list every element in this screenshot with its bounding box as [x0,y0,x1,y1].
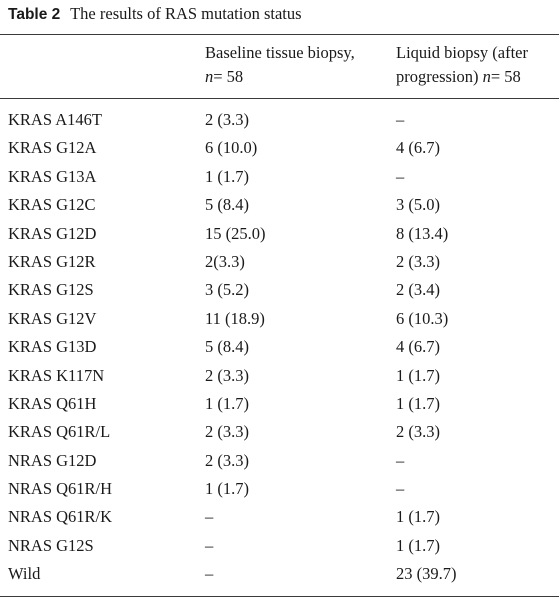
baseline-cell: – [205,507,214,527]
liquid-cell: 1 (1.7) [396,507,440,527]
baseline-cell: 2 (3.3) [205,365,249,385]
table-body [0,106,559,589]
mutation-cell: NRAS Q61R/H [8,479,113,499]
table-label: Table 2 [8,6,61,23]
mutation-cell: KRAS Q61H [8,393,97,413]
liquid-cell: 1 (1.7) [396,535,440,555]
table-row [0,503,559,531]
table-row [0,362,559,390]
mutation-cell: KRAS G12V [8,308,97,328]
table-row [0,418,559,446]
table-caption [8,4,302,24]
baseline-cell: – [205,535,214,555]
table-row [0,475,559,503]
liquid-cell: 4 (6.7) [396,138,440,158]
table-row [0,560,559,588]
baseline-n-value: = 58 [213,67,244,86]
column-header-baseline [205,41,355,89]
liquid-cell: 4 (6.7) [396,337,440,357]
table-row [0,390,559,418]
baseline-cell: 15 (25.0) [205,223,266,243]
baseline-cell: 6 (10.0) [205,138,258,158]
column-header-liquid-line1: Liquid biopsy (after [396,43,528,62]
liquid-n-value: = 58 [490,67,521,86]
baseline-cell: 1 (1.7) [205,393,249,413]
baseline-cell: 2 (3.3) [205,422,249,442]
mutation-cell: KRAS G12D [8,223,97,243]
liquid-cell: – [396,479,405,499]
liquid-cell: 2 (3.3) [396,422,440,442]
top-rule [0,34,559,35]
mutation-cell: KRAS G13A [8,166,97,186]
mutation-cell: KRAS A146T [8,110,102,129]
baseline-cell: – [205,564,214,584]
liquid-n-symbol: n [482,67,491,86]
table-row [0,163,559,191]
liquid-cell: 1 (1.7) [396,393,440,413]
mutation-cell: KRAS G12C [8,195,96,215]
baseline-cell: 5 (8.4) [205,337,249,357]
baseline-cell: 3 (5.2) [205,280,249,300]
liquid-cell: – [396,110,405,129]
mutation-cell: KRAS G12R [8,251,96,271]
bottom-rule [0,596,559,597]
table-row [0,333,559,361]
baseline-cell: 2 (3.3) [205,110,249,129]
table-row [0,191,559,219]
mutation-cell: KRAS K117N [8,365,105,385]
baseline-cell: 5 (8.4) [205,195,249,215]
baseline-cell: 2(3.3) [205,251,245,271]
mutation-cell: NRAS G12D [8,450,97,470]
table-title: The results of RAS mutation status [70,4,302,23]
table-row [0,220,559,248]
baseline-cell: 11 (18.9) [205,308,265,328]
mutation-cell: KRAS G13D [8,337,97,357]
table-row [0,248,559,276]
liquid-cell: 23 (39.7) [396,564,457,584]
table-row [0,276,559,304]
table-row [0,134,559,162]
mutation-cell: NRAS G12S [8,535,94,555]
baseline-n-symbol: n [205,67,214,86]
liquid-cell: 2 (3.3) [396,251,440,271]
column-header-baseline-line2 [205,65,355,89]
mutation-cell: KRAS G12S [8,280,94,300]
liquid-cell: 2 (3.4) [396,280,440,300]
table-row [0,447,559,475]
mutation-cell: Wild [8,564,41,584]
liquid-cell: 1 (1.7) [396,365,440,385]
baseline-cell: 1 (1.7) [205,166,249,186]
mutation-cell: NRAS Q61R/K [8,507,113,527]
liquid-prefix: progression) [396,67,479,86]
mutation-cell: KRAS Q61R/L [8,422,111,442]
liquid-cell: – [396,450,405,470]
mutation-cell: KRAS G12A [8,138,97,158]
liquid-cell: 8 (13.4) [396,223,449,243]
table-row [0,532,559,560]
table-row [0,106,559,134]
liquid-cell: – [396,166,405,186]
liquid-cell: 6 (10.3) [396,308,449,328]
column-header-liquid [396,41,528,89]
baseline-cell: 2 (3.3) [205,450,249,470]
table-row [0,305,559,333]
column-header-liquid-line2 [396,65,528,89]
header-rule [0,98,559,99]
liquid-cell: 3 (5.0) [396,195,440,215]
baseline-cell: 1 (1.7) [205,479,249,499]
column-header-baseline-line1: Baseline tissue biopsy, [205,43,355,62]
